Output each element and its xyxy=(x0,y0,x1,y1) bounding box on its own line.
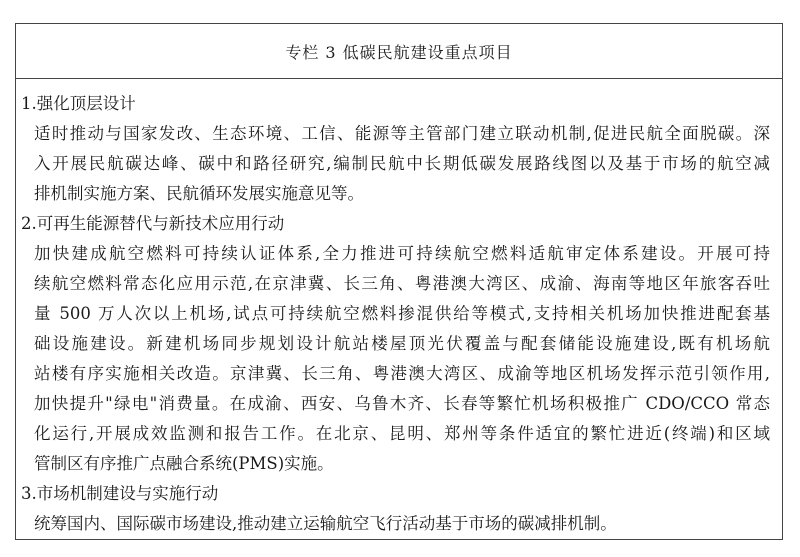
paragraph-line: 适时推动与国家发改、生态环境、工信、能源等主管部门建立联动机制,促进民航全面脱碳。深 xyxy=(34,124,770,143)
box-content xyxy=(16,79,782,539)
paragraph-line: 础设施建设。新建机场同步规划设计航站楼屋顶光伏覆盖与配套储能设施建设,既有机场航 xyxy=(34,334,770,353)
paragraph-line: 统筹国内、国际碳市场建设,推动建立运输航空飞行活动基于市场的碳减排机制。 xyxy=(34,514,617,533)
paragraph-line: 量 500 万人次以上机场,试点可持续航空燃料掺混供给等模式,支持相关机场加快推进配套基 xyxy=(34,304,770,323)
paragraph-line: 续航空燃料常态化应用示范,在京津冀、长三角、粤港澳大湾区、成渝、海南等地区年旅客吞吐 xyxy=(34,274,770,293)
section-heading: 3.市场机制建设与实施行动 xyxy=(21,484,219,503)
section-1 xyxy=(16,89,782,209)
section-3 xyxy=(16,479,782,539)
paragraph-line: 排机制实施方案、民航循环发展实施意见等。 xyxy=(34,184,364,203)
paragraph-line: 加快提升"绿电"消费量。在成渝、西安、乌鲁木齐、长春等繁忙机场积极推广 CDO/CCO 常态 xyxy=(34,394,770,413)
section-heading: 2.可再生能源替代与新技术应用行动 xyxy=(21,214,285,233)
paragraph-line: 入开展民航碳达峰、碳中和路径研究,编制民航中长期低碳发展路线图以及基于市场的航空减 xyxy=(34,154,770,173)
paragraph-line: 管制区有序推广点融合系统(PMS)实施。 xyxy=(34,454,334,473)
feature-box xyxy=(15,23,783,540)
paragraph-line: 化运行,开展成效监测和报告工作。在北京、昆明、郑州等条件适宜的繁忙进近(终端)和区域 xyxy=(34,424,770,443)
paragraph-line: 加快建成航空燃料可持续认证体系,全力推进可持续航空燃料适航审定体系建设。开展可持 xyxy=(34,244,770,263)
section-2 xyxy=(16,209,782,479)
box-title: 专栏 3 低碳民航建设重点项目 xyxy=(16,24,782,79)
section-heading: 1.强化顶层设计 xyxy=(21,94,136,113)
paragraph-line: 站楼有序实施相关改造。京津冀、长三角、粤港澳大湾区、成渝等地区机场发挥示范引领作用, xyxy=(34,364,770,383)
